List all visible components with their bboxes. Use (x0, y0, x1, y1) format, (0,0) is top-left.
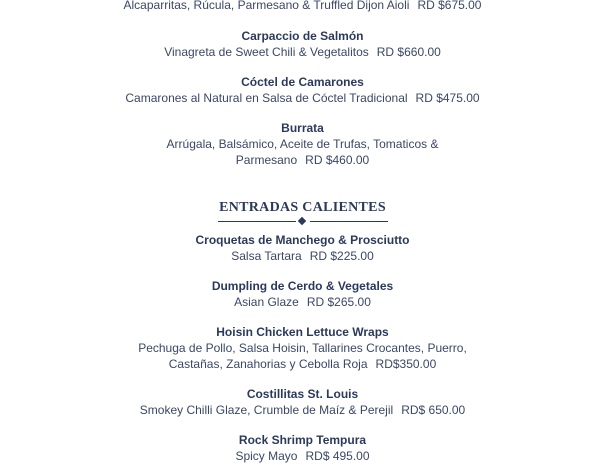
menu-item-description-line2 (0, 152, 605, 168)
menu-item-description (0, 402, 605, 418)
description-text: Vinagreta de Sweet Chili & Vegetalitos (164, 45, 369, 59)
menu-item-price: RD $460.00 (305, 153, 370, 167)
menu-item-description (0, 448, 605, 464)
menu-item-description-line2 (0, 356, 605, 372)
menu-item-croquetas (0, 233, 605, 264)
menu-item-description (0, 90, 605, 106)
menu-item-name: Carpaccio de Salmón (241, 29, 364, 43)
menu-item-price: RD $675.00 (417, 0, 482, 12)
menu-item-name: Dumpling de Cerdo & Vegetales (211, 279, 394, 293)
description-text: Salsa Tartara (231, 249, 302, 263)
menu-item-coctel (0, 75, 605, 106)
menu-item-carpaccio (0, 29, 605, 60)
menu-item-hoisin-wraps (0, 325, 605, 372)
menu-item-name: Burrata (281, 121, 324, 135)
menu-item-price: RD $225.00 (309, 249, 374, 263)
menu-item-description (0, 44, 605, 60)
description-text: Smokey Chilli Glaze, Crumble de Maíz & Perejil (139, 403, 394, 417)
menu-item-description-line1: Arrúgala, Balsámico, Aceite de Trufas, Tomaticos & (166, 137, 439, 151)
menu-item-top-cut (0, 0, 605, 13)
menu-item-name: Costillitas St. Louis (246, 387, 359, 401)
menu-item-price: RD$350.00 (375, 357, 437, 371)
description-text: Parmesano (235, 153, 298, 167)
menu-item-price: RD $660.00 (376, 45, 441, 59)
section-title: ENTRADAS CALIENTES (219, 200, 386, 215)
menu-item-name: Cóctel de Camarones (241, 75, 364, 89)
menu-item-name: Rock Shrimp Tempura (238, 433, 367, 447)
menu-item-description (0, 294, 605, 310)
menu-item-price: RD $265.00 (306, 295, 371, 309)
menu-item-price: RD$ 650.00 (401, 403, 466, 417)
menu-item-dumpling (0, 279, 605, 310)
menu-item-price: RD $475.00 (415, 91, 480, 105)
description-text: Castañas, Zanahorias y Cebolla Roja (168, 357, 368, 371)
section-header (0, 199, 605, 226)
description-text: Camarones al Natural en Salsa de Cóctel Tradicional (125, 91, 408, 105)
diamond-icon (297, 217, 305, 225)
menu-item-rock-shrimp (0, 433, 605, 464)
description-text: Asian Glaze (234, 295, 299, 309)
description-text: Spicy Mayo (235, 449, 298, 463)
menu-item-burrata (0, 121, 605, 168)
divider-line-left (218, 221, 296, 222)
menu-item-description (0, 0, 605, 13)
menu-item-name: Croquetas de Manchego & Prosciutto (195, 233, 410, 247)
divider-line-right (310, 221, 388, 222)
menu-item-description (0, 248, 605, 264)
menu-item-price: RD$ 495.00 (305, 449, 370, 463)
menu-item-description-line1: Pechuga de Pollo, Salsa Hoisin, Tallarines Crocantes, Puerro, (138, 341, 467, 355)
section-divider-ornament (218, 218, 388, 226)
description-text: Alcaparritas, Rúcula, Parmesano & Truffled Dijon Aioli (123, 0, 410, 12)
menu-item-costillitas (0, 387, 605, 418)
menu-item-name: Hoisin Chicken Lettuce Wraps (216, 325, 389, 339)
